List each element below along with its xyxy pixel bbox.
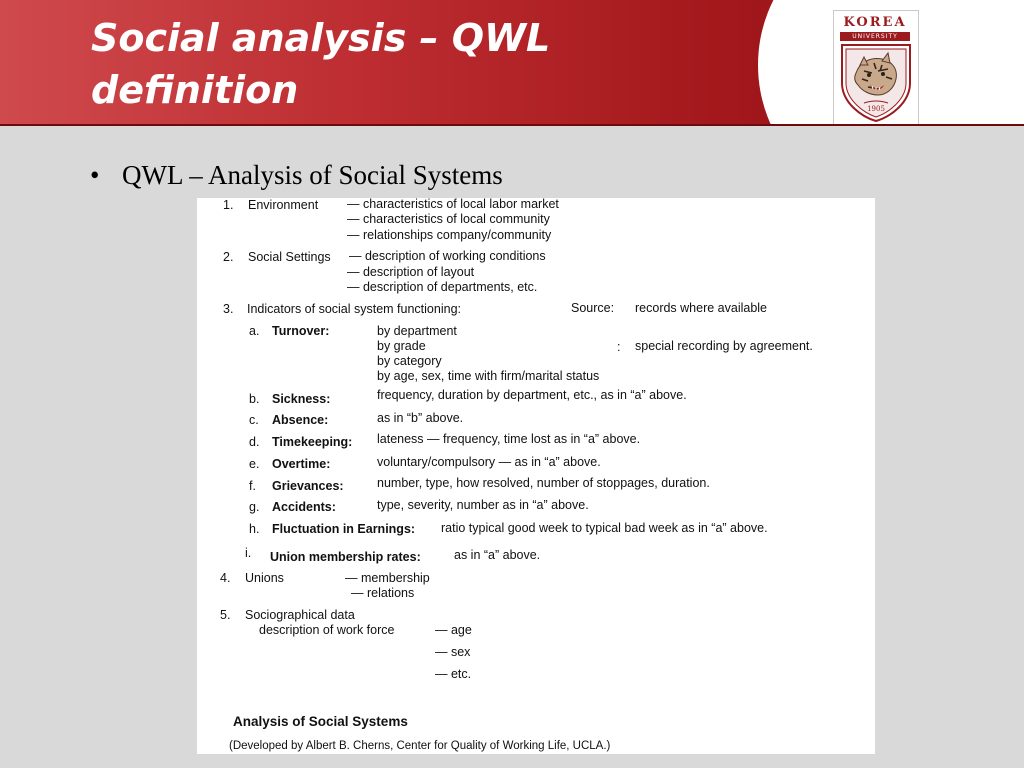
item-number: 5. (220, 608, 231, 622)
item-label: Indicators of social system functioning: (247, 302, 461, 316)
item-line: — relationships company/community (347, 228, 552, 242)
indicator-desc: number, type, how resolved, number of stoppages, duration. (377, 476, 710, 490)
figure-caption-title: Analysis of Social Systems (233, 714, 408, 729)
item-line: — description of working conditions (349, 249, 546, 263)
indicator-desc: voluntary/compulsory — as in “a” above. (377, 455, 601, 469)
indicator-desc: frequency, duration by department, etc., as in “a” above. (377, 388, 687, 402)
indicator-letter: d. (249, 435, 260, 449)
item-line: — age (435, 623, 472, 637)
indicator-label: Turnover: (272, 324, 330, 338)
item-line: — etc. (435, 667, 472, 681)
turnover-line: by grade (377, 339, 426, 353)
item-line: — relations (351, 586, 415, 600)
logo-subtitle: UNIVERSITY (840, 32, 910, 41)
header-band (0, 0, 1024, 126)
indicator-letter: h. (249, 522, 260, 536)
indicator-desc: lateness — frequency, time lost as in “a” above. (377, 432, 641, 446)
indicator-letter: e. (249, 457, 260, 471)
scanned-table-figure (197, 198, 875, 754)
turnover-line: by age, sex, time with firm/marital status (377, 369, 600, 383)
indicator-desc: type, severity, number as in “a” above. (377, 498, 589, 512)
logo-wordmark: KOREA (843, 15, 907, 30)
source-value: special recording by agreement. (635, 339, 813, 353)
slide-title-line2: definition (91, 68, 299, 112)
indicator-letter: f. (249, 479, 256, 493)
figure-caption-source: (Developed by Albert B. Cherns, Center for Quality of Working Life, UCLA.) (229, 740, 611, 752)
logo-year: 1905 (867, 105, 885, 113)
item-number: 3. (223, 302, 234, 316)
indicator-desc: as in “a” above. (454, 548, 541, 562)
slide-title (91, 12, 741, 116)
korea-university-logo (833, 10, 919, 126)
turnover-line: by category (377, 354, 442, 368)
item-label: Environment (248, 198, 319, 212)
item-label: Social Settings (248, 250, 331, 264)
indicator-desc: ratio typical good week to typical bad week as in “a” above. (441, 521, 768, 535)
turnover-line: by department (377, 324, 457, 338)
item-label: Unions (245, 571, 284, 585)
indicator-label: Sickness: (272, 392, 331, 406)
indicator-letter: c. (249, 413, 259, 427)
item-line: — description of departments, etc. (347, 280, 538, 294)
item-number: 4. (220, 571, 231, 585)
slide-title-line1: Social analysis – QWL (91, 16, 551, 60)
bullet-symbol: • (90, 160, 100, 190)
bullet-text: QWL – Analysis of Social Systems (122, 160, 503, 190)
indicator-label: Timekeeping: (272, 435, 353, 449)
indicator-label: Absence: (272, 413, 329, 427)
item-number: 2. (223, 250, 234, 264)
indicator-label: Grievances: (272, 479, 344, 493)
indicator-label: Overtime: (272, 457, 331, 471)
indicator-letter: i. (245, 546, 252, 560)
item-line: — characteristics of local labor market (347, 198, 559, 211)
indicator-label: Union membership rates: (270, 550, 421, 564)
tiger-shield-icon (838, 43, 914, 123)
source-value: records where available (635, 301, 768, 315)
indicator-label: Fluctuation in Earnings: (272, 522, 416, 536)
indicator-desc: as in “b” above. (377, 411, 464, 425)
indicator-label: Accidents: (272, 500, 336, 514)
indicator-letter: a. (249, 324, 260, 338)
bullet-item (90, 160, 503, 191)
item-line: — membership (345, 571, 430, 585)
indicator-letter: b. (249, 392, 260, 406)
item-label: Sociographical data (245, 608, 355, 622)
item-number: 1. (223, 198, 234, 212)
item-line: — sex (435, 645, 471, 659)
indicator-letter: g. (249, 500, 260, 514)
item-sublabel: description of work force (259, 623, 395, 637)
item-line: — characteristics of local community (347, 212, 550, 226)
source-colon: : (617, 340, 621, 354)
source-label: Source: (571, 301, 615, 315)
item-line: — description of layout (347, 265, 475, 279)
